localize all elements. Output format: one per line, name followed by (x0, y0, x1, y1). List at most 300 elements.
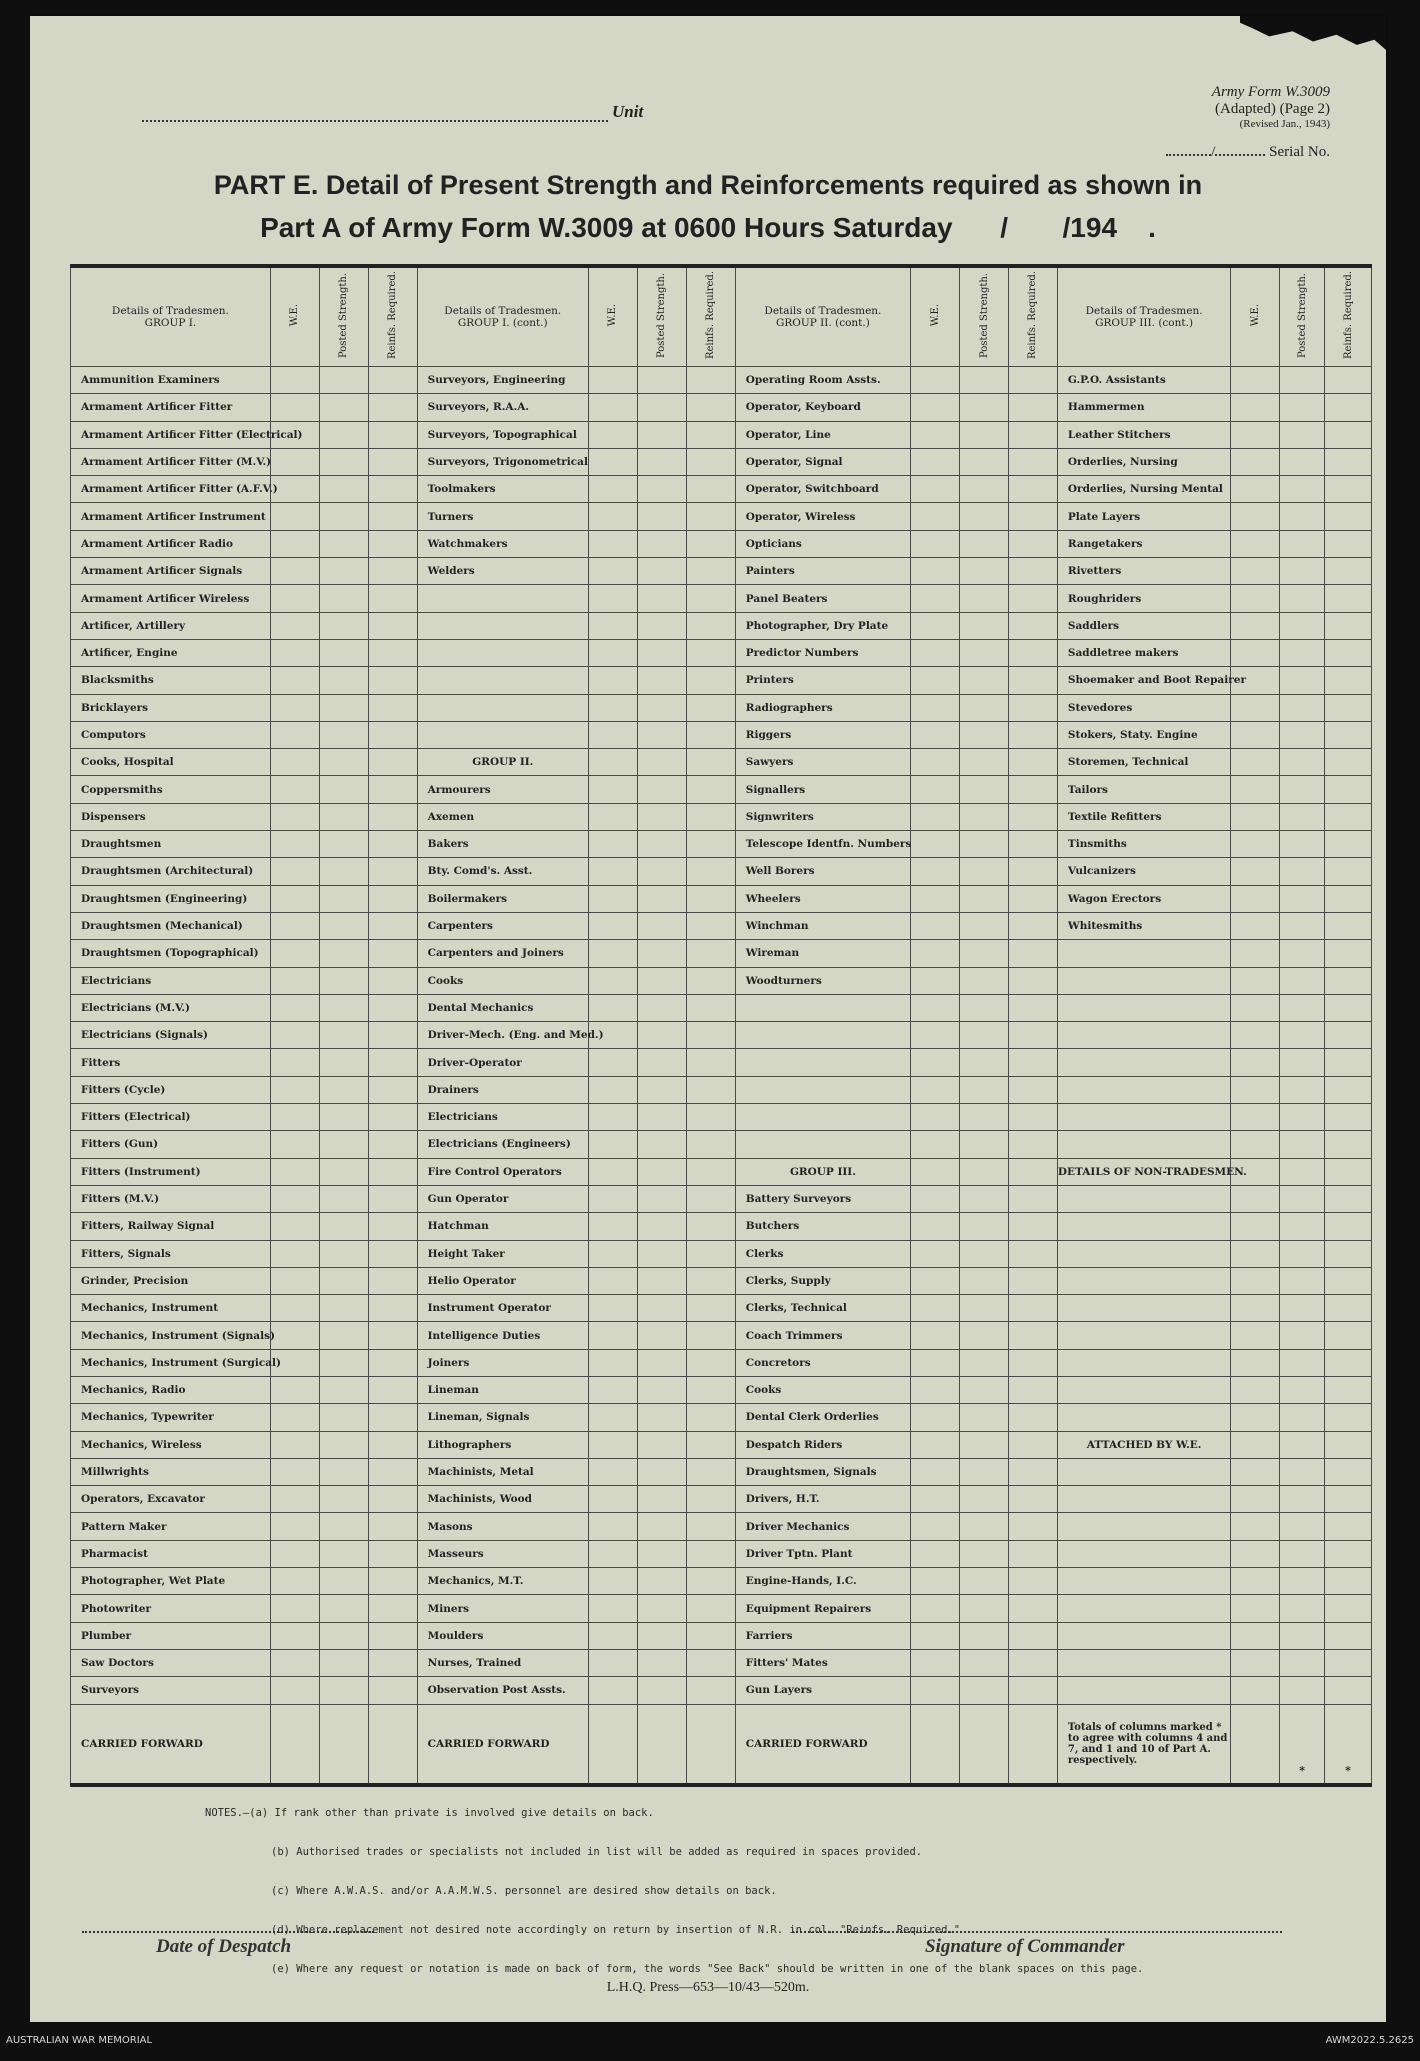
posted-cell[interactable] (1280, 639, 1325, 666)
we-cell[interactable] (911, 1486, 960, 1513)
we-cell[interactable] (588, 994, 637, 1021)
we-cell[interactable] (911, 721, 960, 748)
we-cell[interactable] (1231, 858, 1280, 885)
we-cell[interactable] (270, 1568, 319, 1595)
we-cell[interactable] (588, 1240, 637, 1267)
posted-cell[interactable] (637, 367, 686, 394)
reinfs-cell[interactable] (1008, 1458, 1057, 1485)
posted-cell[interactable] (1280, 530, 1325, 557)
we-cell[interactable] (911, 1185, 960, 1212)
posted-cell[interactable] (960, 1486, 1009, 1513)
reinfs-cell[interactable] (368, 940, 417, 967)
we-cell[interactable] (911, 1540, 960, 1567)
we-cell[interactable] (1231, 1322, 1280, 1349)
reinfs-cell[interactable] (1325, 558, 1372, 585)
reinfs-cell[interactable] (368, 1049, 417, 1076)
posted-cell[interactable] (319, 367, 368, 394)
reinfs-cell[interactable] (1008, 1267, 1057, 1294)
posted-cell[interactable] (960, 1568, 1009, 1595)
reinfs-cell[interactable] (1008, 1213, 1057, 1240)
reinfs-cell[interactable] (686, 885, 735, 912)
posted-cell[interactable] (637, 1704, 686, 1785)
we-cell[interactable] (270, 1131, 319, 1158)
we-cell[interactable] (588, 394, 637, 421)
posted-cell[interactable] (637, 1349, 686, 1376)
reinfs-cell[interactable] (1008, 1540, 1057, 1567)
posted-cell[interactable] (1280, 967, 1325, 994)
we-cell[interactable] (588, 1158, 637, 1185)
we-cell[interactable] (1231, 530, 1280, 557)
we-cell[interactable] (911, 1131, 960, 1158)
posted-cell[interactable] (1280, 1240, 1325, 1267)
reinfs-cell[interactable] (368, 803, 417, 830)
posted-cell[interactable] (1280, 1076, 1325, 1103)
reinfs-cell[interactable] (368, 394, 417, 421)
we-cell[interactable] (588, 1458, 637, 1485)
we-cell[interactable] (588, 1540, 637, 1567)
reinfs-cell[interactable] (368, 858, 417, 885)
we-cell[interactable] (911, 1213, 960, 1240)
posted-cell[interactable] (319, 749, 368, 776)
reinfs-cell[interactable] (1008, 558, 1057, 585)
posted-cell[interactable] (637, 1595, 686, 1622)
we-cell[interactable] (1231, 1486, 1280, 1513)
posted-cell[interactable] (319, 1076, 368, 1103)
we-cell[interactable] (270, 1540, 319, 1567)
reinfs-cell[interactable] (1325, 1677, 1372, 1704)
we-cell[interactable] (270, 1486, 319, 1513)
reinfs-cell[interactable] (1325, 1458, 1372, 1485)
reinfs-cell[interactable] (368, 448, 417, 475)
we-cell[interactable] (911, 448, 960, 475)
we-cell[interactable] (911, 776, 960, 803)
we-cell[interactable] (1231, 1622, 1280, 1649)
reinfs-cell[interactable] (368, 1185, 417, 1212)
posted-cell[interactable] (319, 1322, 368, 1349)
we-cell[interactable] (588, 558, 637, 585)
reinfs-cell[interactable] (1325, 1595, 1372, 1622)
we-cell[interactable] (911, 1595, 960, 1622)
posted-cell[interactable] (319, 721, 368, 748)
reinfs-cell[interactable] (1325, 721, 1372, 748)
we-cell[interactable] (1231, 721, 1280, 748)
reinfs-cell[interactable] (686, 612, 735, 639)
we-cell[interactable] (270, 967, 319, 994)
we-cell[interactable] (911, 694, 960, 721)
we-cell[interactable] (270, 940, 319, 967)
we-cell[interactable] (1231, 694, 1280, 721)
reinfs-cell[interactable] (686, 1295, 735, 1322)
reinfs-cell[interactable] (368, 1322, 417, 1349)
we-cell[interactable] (911, 885, 960, 912)
posted-cell[interactable] (319, 858, 368, 885)
posted-cell[interactable] (319, 1104, 368, 1131)
reinfs-cell[interactable] (1325, 1131, 1372, 1158)
reinfs-cell[interactable] (1325, 421, 1372, 448)
we-cell[interactable] (1231, 1213, 1280, 1240)
reinfs-cell[interactable] (686, 421, 735, 448)
posted-cell[interactable] (637, 1376, 686, 1403)
posted-cell[interactable] (1280, 1158, 1325, 1185)
reinfs-cell[interactable] (368, 639, 417, 666)
we-cell[interactable] (1231, 749, 1280, 776)
reinfs-cell[interactable] (1325, 585, 1372, 612)
we-cell[interactable] (588, 1513, 637, 1540)
we-cell[interactable] (270, 721, 319, 748)
we-cell[interactable] (1231, 1376, 1280, 1403)
we-cell[interactable] (588, 1649, 637, 1676)
reinfs-cell[interactable] (686, 1022, 735, 1049)
we-cell[interactable] (270, 694, 319, 721)
we-cell[interactable] (1231, 1049, 1280, 1076)
we-cell[interactable] (1231, 1649, 1280, 1676)
posted-cell[interactable] (1280, 694, 1325, 721)
reinfs-cell[interactable] (1008, 1295, 1057, 1322)
posted-cell[interactable] (637, 612, 686, 639)
we-cell[interactable] (270, 1240, 319, 1267)
we-cell[interactable] (588, 1486, 637, 1513)
reinfs-cell[interactable] (1008, 1049, 1057, 1076)
reinfs-cell[interactable] (368, 776, 417, 803)
we-cell[interactable] (270, 831, 319, 858)
we-cell[interactable] (270, 1677, 319, 1704)
reinfs-cell[interactable] (686, 912, 735, 939)
posted-cell[interactable] (637, 831, 686, 858)
reinfs-cell[interactable] (368, 1295, 417, 1322)
posted-cell[interactable] (1280, 1104, 1325, 1131)
posted-cell[interactable] (1280, 994, 1325, 1021)
reinfs-cell[interactable] (1008, 721, 1057, 748)
we-cell[interactable] (911, 585, 960, 612)
reinfs-cell[interactable] (1325, 394, 1372, 421)
posted-cell[interactable] (637, 749, 686, 776)
we-cell[interactable] (588, 721, 637, 748)
posted-cell[interactable] (1280, 1431, 1325, 1458)
reinfs-cell[interactable] (1008, 476, 1057, 503)
we-cell[interactable] (911, 1322, 960, 1349)
we-cell[interactable] (588, 639, 637, 666)
posted-cell[interactable] (960, 1622, 1009, 1649)
reinfs-cell[interactable] (368, 1076, 417, 1103)
posted-cell[interactable] (1280, 1376, 1325, 1403)
posted-cell[interactable] (1280, 1513, 1325, 1540)
posted-cell[interactable] (960, 1049, 1009, 1076)
we-cell[interactable] (1231, 367, 1280, 394)
reinfs-cell[interactable] (368, 1486, 417, 1513)
reinfs-cell[interactable] (1008, 912, 1057, 939)
we-cell[interactable] (911, 1267, 960, 1294)
we-cell[interactable] (1231, 1131, 1280, 1158)
we-cell[interactable] (270, 448, 319, 475)
we-cell[interactable] (1231, 1295, 1280, 1322)
posted-cell[interactable] (960, 367, 1009, 394)
we-cell[interactable] (588, 1349, 637, 1376)
posted-cell[interactable] (637, 503, 686, 530)
we-cell[interactable] (270, 885, 319, 912)
posted-cell[interactable] (1280, 1404, 1325, 1431)
we-cell[interactable] (588, 530, 637, 557)
posted-cell[interactable] (319, 1649, 368, 1676)
posted-cell[interactable] (960, 1185, 1009, 1212)
reinfs-cell[interactable] (686, 667, 735, 694)
posted-cell[interactable] (1280, 367, 1325, 394)
posted-cell[interactable] (319, 994, 368, 1021)
reinfs-cell[interactable] (1325, 367, 1372, 394)
posted-cell[interactable] (319, 476, 368, 503)
we-cell[interactable] (270, 1404, 319, 1431)
posted-cell[interactable] (960, 858, 1009, 885)
posted-cell[interactable] (1280, 1322, 1325, 1349)
reinfs-cell[interactable] (368, 1022, 417, 1049)
posted-cell[interactable] (960, 994, 1009, 1021)
reinfs-cell[interactable] (686, 1131, 735, 1158)
we-cell[interactable] (588, 476, 637, 503)
reinfs-cell[interactable] (368, 1677, 417, 1704)
we-cell[interactable] (1231, 1704, 1280, 1785)
we-cell[interactable] (1231, 1677, 1280, 1704)
reinfs-cell[interactable] (1325, 1649, 1372, 1676)
posted-cell[interactable] (1280, 503, 1325, 530)
we-cell[interactable] (588, 1076, 637, 1103)
reinfs-cell[interactable] (1325, 1431, 1372, 1458)
posted-cell[interactable] (637, 994, 686, 1021)
reinfs-cell[interactable] (1008, 1131, 1057, 1158)
posted-cell[interactable] (637, 694, 686, 721)
we-cell[interactable] (270, 585, 319, 612)
reinfs-cell[interactable] (1325, 1513, 1372, 1540)
reinfs-cell[interactable] (686, 367, 735, 394)
posted-cell[interactable] (1280, 912, 1325, 939)
reinfs-cell[interactable] (1008, 1513, 1057, 1540)
we-cell[interactable] (270, 639, 319, 666)
posted-cell[interactable] (960, 749, 1009, 776)
we-cell[interactable] (270, 1158, 319, 1185)
we-cell[interactable] (1231, 1076, 1280, 1103)
posted-cell[interactable] (319, 558, 368, 585)
posted-cell[interactable] (319, 1458, 368, 1485)
reinfs-cell[interactable] (368, 558, 417, 585)
posted-cell[interactable] (960, 803, 1009, 830)
we-cell[interactable] (588, 1213, 637, 1240)
reinfs-cell[interactable] (368, 1540, 417, 1567)
we-cell[interactable] (1231, 1267, 1280, 1294)
posted-cell[interactable] (319, 912, 368, 939)
we-cell[interactable] (911, 1568, 960, 1595)
posted-cell[interactable] (637, 967, 686, 994)
reinfs-cell[interactable] (686, 1458, 735, 1485)
reinfs-cell[interactable] (1325, 639, 1372, 666)
reinfs-cell[interactable] (686, 530, 735, 557)
posted-cell[interactable] (637, 1158, 686, 1185)
posted-cell[interactable] (637, 1649, 686, 1676)
posted-cell[interactable] (319, 1486, 368, 1513)
we-cell[interactable] (588, 1404, 637, 1431)
reinfs-cell[interactable] (1008, 1404, 1057, 1431)
we-cell[interactable] (1231, 885, 1280, 912)
posted-cell[interactable] (319, 1240, 368, 1267)
posted-cell[interactable] (319, 421, 368, 448)
reinfs-cell[interactable] (1325, 1404, 1372, 1431)
posted-cell[interactable] (1280, 831, 1325, 858)
reinfs-cell[interactable] (1325, 776, 1372, 803)
posted-cell[interactable] (637, 448, 686, 475)
reinfs-cell[interactable] (1008, 858, 1057, 885)
reinfs-cell[interactable] (1008, 940, 1057, 967)
reinfs-cell[interactable] (1008, 1322, 1057, 1349)
posted-cell[interactable] (319, 1022, 368, 1049)
reinfs-cell[interactable] (1008, 1158, 1057, 1185)
we-cell[interactable] (911, 394, 960, 421)
reinfs-cell[interactable] (1325, 831, 1372, 858)
posted-cell[interactable] (960, 885, 1009, 912)
reinfs-cell[interactable] (1325, 1213, 1372, 1240)
reinfs-cell[interactable] (686, 1076, 735, 1103)
reinfs-cell[interactable] (368, 1240, 417, 1267)
we-cell[interactable] (1231, 612, 1280, 639)
we-cell[interactable] (911, 912, 960, 939)
reinfs-cell[interactable] (686, 1376, 735, 1403)
we-cell[interactable] (588, 885, 637, 912)
we-cell[interactable] (911, 858, 960, 885)
reinfs-cell[interactable] (1325, 1267, 1372, 1294)
reinfs-cell[interactable] (1008, 667, 1057, 694)
we-cell[interactable] (911, 1049, 960, 1076)
posted-cell[interactable] (960, 1213, 1009, 1240)
reinfs-cell[interactable] (1008, 994, 1057, 1021)
reinfs-cell[interactable] (368, 367, 417, 394)
posted-cell[interactable] (319, 1677, 368, 1704)
reinfs-cell[interactable] (368, 1458, 417, 1485)
we-cell[interactable] (588, 1704, 637, 1785)
we-cell[interactable] (270, 912, 319, 939)
posted-cell[interactable] (319, 1295, 368, 1322)
posted-cell[interactable] (1280, 1295, 1325, 1322)
posted-cell[interactable] (637, 421, 686, 448)
we-cell[interactable] (1231, 940, 1280, 967)
posted-cell[interactable] (319, 1622, 368, 1649)
reinfs-cell[interactable] (368, 1131, 417, 1158)
we-cell[interactable] (588, 1376, 637, 1403)
we-cell[interactable] (270, 394, 319, 421)
posted-cell[interactable] (960, 1131, 1009, 1158)
posted-cell[interactable] (1280, 1649, 1325, 1676)
reinfs-cell[interactable] (686, 1240, 735, 1267)
reinfs-cell[interactable] (1008, 749, 1057, 776)
posted-cell[interactable] (319, 940, 368, 967)
posted-cell[interactable] (319, 1349, 368, 1376)
posted-cell[interactable] (637, 585, 686, 612)
reinfs-cell[interactable] (368, 912, 417, 939)
posted-cell[interactable] (1280, 858, 1325, 885)
we-cell[interactable] (911, 803, 960, 830)
reinfs-cell[interactable] (686, 1049, 735, 1076)
reinfs-cell[interactable] (1325, 1349, 1372, 1376)
we-cell[interactable] (1231, 394, 1280, 421)
reinfs-cell[interactable] (686, 1513, 735, 1540)
posted-cell[interactable] (637, 1213, 686, 1240)
reinfs-cell[interactable] (1325, 885, 1372, 912)
posted-cell[interactable] (637, 1322, 686, 1349)
posted-cell[interactable] (1280, 1568, 1325, 1595)
we-cell[interactable] (1231, 1104, 1280, 1131)
posted-cell[interactable] (637, 558, 686, 585)
posted-cell[interactable] (960, 831, 1009, 858)
posted-cell[interactable] (1280, 1540, 1325, 1567)
reinfs-cell[interactable] (1325, 1240, 1372, 1267)
reinfs-cell[interactable] (368, 721, 417, 748)
reinfs-cell[interactable] (1008, 1486, 1057, 1513)
we-cell[interactable] (270, 749, 319, 776)
posted-cell[interactable] (1280, 585, 1325, 612)
reinfs-cell[interactable] (686, 585, 735, 612)
we-cell[interactable] (911, 1677, 960, 1704)
reinfs-cell[interactable] (1325, 967, 1372, 994)
posted-cell[interactable] (960, 1513, 1009, 1540)
posted-cell[interactable] (960, 1540, 1009, 1567)
posted-cell[interactable] (319, 694, 368, 721)
posted-cell[interactable] (960, 721, 1009, 748)
reinfs-cell[interactable] (1008, 530, 1057, 557)
we-cell[interactable] (270, 1295, 319, 1322)
we-cell[interactable] (1231, 585, 1280, 612)
we-cell[interactable] (270, 1595, 319, 1622)
reinfs-cell[interactable] (686, 1568, 735, 1595)
posted-cell[interactable] (960, 776, 1009, 803)
reinfs-cell[interactable] (686, 1158, 735, 1185)
posted-cell[interactable] (960, 667, 1009, 694)
reinfs-cell[interactable] (1325, 1322, 1372, 1349)
posted-cell[interactable] (319, 1404, 368, 1431)
we-cell[interactable] (911, 1104, 960, 1131)
posted-cell[interactable] (1280, 1049, 1325, 1076)
posted-cell[interactable] (960, 1677, 1009, 1704)
we-cell[interactable] (588, 912, 637, 939)
reinfs-cell[interactable] (368, 1431, 417, 1458)
we-cell[interactable] (911, 1458, 960, 1485)
reinfs-cell[interactable] (368, 967, 417, 994)
posted-cell[interactable] (1280, 776, 1325, 803)
posted-cell[interactable] (960, 530, 1009, 557)
posted-cell[interactable] (1280, 1267, 1325, 1294)
reinfs-cell[interactable] (686, 1649, 735, 1676)
reinfs-cell[interactable] (686, 1322, 735, 1349)
we-cell[interactable] (588, 421, 637, 448)
we-cell[interactable] (588, 1049, 637, 1076)
we-cell[interactable] (270, 803, 319, 830)
posted-cell[interactable] (1280, 1622, 1325, 1649)
posted-cell[interactable] (960, 421, 1009, 448)
reinfs-cell[interactable] (1325, 994, 1372, 1021)
reinfs-cell[interactable] (1008, 1185, 1057, 1212)
posted-cell[interactable] (960, 476, 1009, 503)
reinfs-cell[interactable] (1008, 1240, 1057, 1267)
posted-cell[interactable] (637, 639, 686, 666)
reinfs-cell[interactable] (1325, 612, 1372, 639)
reinfs-cell[interactable] (368, 476, 417, 503)
we-cell[interactable] (911, 1076, 960, 1103)
reinfs-cell[interactable] (1008, 885, 1057, 912)
reinfs-cell[interactable] (368, 749, 417, 776)
reinfs-cell[interactable] (1325, 694, 1372, 721)
reinfs-cell[interactable] (686, 940, 735, 967)
we-cell[interactable] (270, 1022, 319, 1049)
posted-cell[interactable] (637, 1104, 686, 1131)
we-cell[interactable] (270, 1185, 319, 1212)
we-cell[interactable] (911, 831, 960, 858)
we-cell[interactable] (911, 1376, 960, 1403)
reinfs-cell[interactable] (368, 1595, 417, 1622)
reinfs-cell[interactable] (686, 1677, 735, 1704)
